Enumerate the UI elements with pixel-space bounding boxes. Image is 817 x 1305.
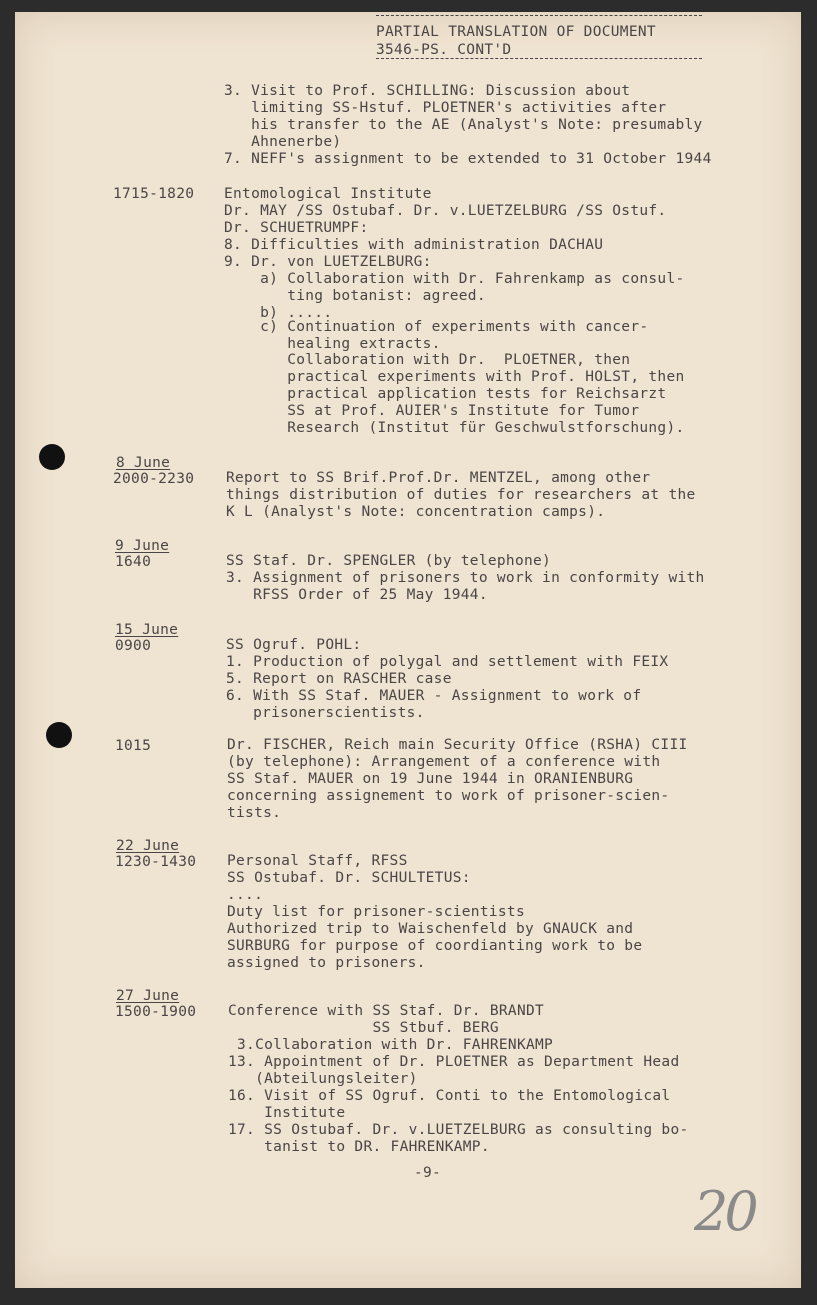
entry-date: 15 June [115, 622, 179, 638]
entry-line: SS Staf. MAUER on 19 June 1944 in ORANIENBURG [227, 771, 634, 787]
entry-line: Personal Staff, RFSS [227, 853, 408, 869]
entry-line: SS Ostubaf. Dr. SCHULTETUS: [227, 870, 471, 886]
entry-line: b) ..... [224, 305, 333, 321]
continuation-line: 3. Visit to Prof. SCHILLING: Discussion about [224, 83, 631, 99]
entry-line: 6. With SS Staf. MAUER - Assignment to work of [226, 688, 642, 704]
entry-line: Institute [228, 1105, 346, 1121]
entry-line: practical application tests for Reichsarzt [224, 386, 667, 402]
entry-line: 3.Collaboration with Dr. FAHRENKAMP [228, 1037, 554, 1053]
entry-line: healing extracts. [224, 336, 441, 352]
header-rule-top [376, 15, 702, 16]
entry-line: a) Collaboration with Dr. Fahrenkamp as consul- [224, 271, 685, 287]
continuation-line: 7. NEFF's assignment to be extended to 31 October 1944 [224, 151, 712, 167]
entry-line: ting botanist: agreed. [224, 288, 486, 304]
entry-line: 17. SS Ostubaf. Dr. v.LUETZELBURG as consulting bo- [228, 1122, 689, 1138]
entry-line: Dr. SCHUETRUMPF: [224, 220, 369, 236]
entry-line: Dr. MAY /SS Ostubaf. Dr. v.LUETZELBURG /SS Ostuf. [224, 203, 667, 219]
entry-date: 22 June [116, 838, 180, 854]
punch-hole-lower [46, 722, 72, 748]
entry-line: SS at Prof. AUIER's Institute for Tumor [224, 403, 640, 419]
entry-line: SS Stbuf. BERG [228, 1020, 499, 1036]
entry-line: prisonerscientists. [226, 705, 425, 721]
entry-line: K L (Analyst's Note: concentration camps). [226, 504, 606, 520]
entry-line: 8. Difficulties with administration DACHAU [224, 237, 604, 253]
entry-time: 1015 [115, 738, 152, 754]
entry-line: c) Continuation of experiments with cancer- [224, 319, 649, 335]
entry-date: 27 June [116, 988, 180, 1004]
entry-line: tanist to DR. FAHRENKAMP. [228, 1139, 490, 1155]
entry-line: 9. Dr. von LUETZELBURG: [224, 254, 432, 270]
entry-line: Duty list for prisoner-scientists [227, 904, 525, 920]
continuation-line: Ahnenerbe) [224, 134, 342, 150]
entry-date: 8 June [116, 455, 171, 471]
header-rule-bottom [376, 58, 702, 59]
entry-line: Collaboration with Dr. PLOETNER, then [224, 352, 631, 368]
handwritten-page-mark: 20 [694, 1180, 755, 1243]
entry-line: Authorized trip to Waischenfeld by GNAUCK and [227, 921, 634, 937]
entry-line: SS Ogruf. POHL: [226, 637, 362, 653]
entry-time: 0900 [115, 638, 152, 654]
entry-line: Entomological Institute [224, 186, 432, 202]
entry-line: 5. Report on RASCHER case [226, 671, 452, 687]
entry-line: (by telephone): Arrangement of a conference with [227, 754, 661, 770]
continuation-line: limiting SS-Hstuf. PLOETNER's activities after [224, 100, 667, 116]
entry-line: Dr. FISCHER, Reich main Security Office (RSHA) CIII [227, 737, 688, 753]
entry-line: SURBURG for purpose of coordianting work to be [227, 938, 643, 954]
header-title: PARTIAL TRANSLATION OF DOCUMENT [376, 24, 656, 40]
continuation-line: his transfer to the AE (Analyst's Note: presumably [224, 117, 703, 133]
entry-line: things distribution of duties for researchers at the [226, 487, 696, 503]
entry-line: SS Staf. Dr. SPENGLER (by telephone) [226, 553, 552, 569]
entry-time: 1500-1900 [115, 1004, 197, 1020]
entry-line: Report to SS Brif.Prof.Dr. MENTZEL, among other [226, 470, 651, 486]
entry-time: 2000-2230 [113, 471, 195, 487]
entry-line: concerning assignement to work of prisoner-scien- [227, 788, 670, 804]
page-number: -9- [414, 1165, 442, 1181]
entry-line: Research (Institut für Geschwulstforschung). [224, 420, 685, 436]
entry-line: 13. Appointment of Dr. PLOETNER as Department Head [228, 1054, 680, 1070]
entry-line: .... [227, 887, 264, 903]
entry-line: 16. Visit of SS Ogruf. Conti to the Entomological [228, 1088, 671, 1104]
entry-line: practical experiments with Prof. HOLST, then [224, 369, 685, 385]
entry-line: Conference with SS Staf. Dr. BRANDT [228, 1003, 545, 1019]
header-subtitle: 3546-PS. CONT'D [376, 42, 512, 58]
entry-date: 9 June [115, 538, 170, 554]
entry-time: 1230-1430 [115, 854, 197, 870]
entry-line: RFSS Order of 25 May 1944. [226, 587, 488, 603]
entry-line: tists. [227, 805, 282, 821]
entry-line: 1. Production of polygal and settlement with FEIX [226, 654, 669, 670]
entry-line: assigned to prisoners. [227, 955, 426, 971]
entry-line: (Abteilungsleiter) [228, 1071, 418, 1087]
punch-hole-upper [39, 444, 65, 470]
entry-line: 3. Assignment of prisoners to work in conformity with [226, 570, 705, 586]
entry-time: 1715-1820 [113, 186, 195, 202]
entry-time: 1640 [115, 554, 152, 570]
